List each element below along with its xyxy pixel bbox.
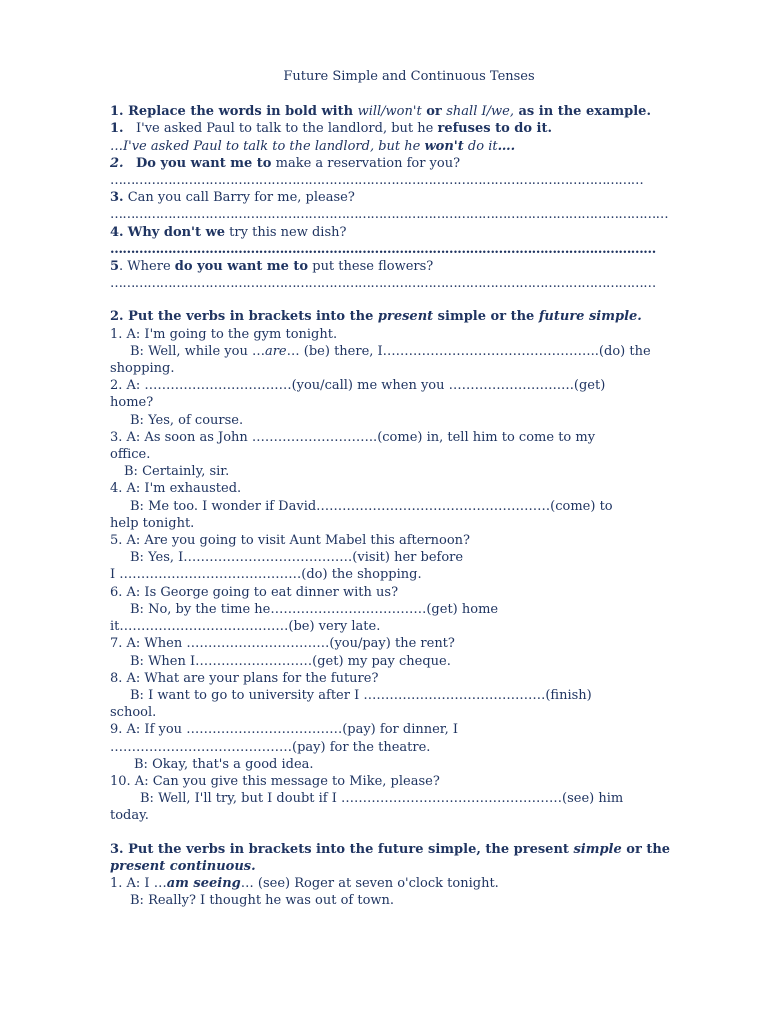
instr-part: 3. Put the verbs in brackets into the future simple, the present [110,841,574,857]
line-text: B: Well, while you … [130,343,265,359]
example-answer-word: are [264,343,287,359]
exercise-line: today. [110,808,149,824]
answer-text: do it [463,138,498,154]
exercise-line: B: Yes, of course. [130,412,244,428]
exercise-line: office. [110,447,151,463]
item-number: 1. [110,121,124,137]
item-text: put these flowers? [308,259,434,275]
answer-text: …. [497,138,516,154]
exercise-line[interactable]: 2. A: ………………………….…(you/call) me when you …………………….….(get) [110,378,606,394]
instr-part: or the [621,841,671,857]
item-number: 3. [110,190,124,206]
list-item [110,258,708,275]
example-sentence [110,120,708,137]
instr-part: 2. Put the verbs in brackets into the [110,309,378,325]
exercise-line: 8. A: What are your plans for the future? [110,670,379,686]
exercise-line: 1. A: I'm going to the gym tonight. [110,326,338,342]
list-item [110,155,708,172]
item-text: try this new dish? [225,224,347,240]
exercise-line: 10. A: Can you give this message to Mike, please? [110,773,440,789]
exercise-line: B: Okay, that's a good idea. [134,756,314,772]
exercise-line[interactable]: B: Well, I'll try, but I doubt if I ……………………………………………(see) him [140,791,624,807]
exercise-line: 6. A: Is George going to eat dinner with us? [110,584,399,600]
exercise-line[interactable]: 7. A: When ……………………………(you/pay) the rent? [110,636,455,652]
exercise-line: B: Really? I thought he was out of town. [130,893,395,909]
item-bold: do you want me to [174,259,309,275]
answer-blank[interactable]: ……………………………………………………………………………………………………………………… [110,207,669,223]
item-bold: Why don't we [127,224,226,240]
exercise-line[interactable]: B: Yes, I…………………………………(visit) her before [130,550,464,566]
answer-blank[interactable]: …………………………………………………………………………………………………………………… [110,276,656,292]
answer-blank[interactable]: …………………………………………………………………………………………………………………… [110,241,656,257]
exercise-line: 4. A: I'm exhausted. [110,481,242,497]
exercise-line: shopping. [110,361,175,377]
exercise-3-instruction [110,841,708,875]
exercise-3 [110,841,708,910]
example-answer-word: am seeing [166,875,241,891]
exercise-line [110,343,708,360]
answer-bold: won't [424,138,464,154]
item-text: Can you call Barry for me, please? [123,190,355,206]
line-text[interactable]: … (be) there, I…………………………………………..(do) the [286,343,651,359]
instr-part: or [421,104,447,120]
item-number: 4. [110,224,124,240]
exercise-line[interactable]: B: No, by the time he………………………………(get) home [130,601,499,617]
exercise-line[interactable]: 9. A: If you ………………………………(pay) for dinner, I [110,722,458,738]
item-text: . Where [119,259,175,275]
exercise-line: home? [110,395,154,411]
exercise-line: 5. A: Are you going to visit Aunt Mabel this afternoon? [110,533,471,549]
instr-part: future simple. [538,309,642,325]
exercise-line[interactable]: B: When I………………………(get) my pay cheque. [130,653,451,669]
instr-part: shall I/we, [446,104,514,120]
line-text: 1. A: I … [110,875,167,891]
exercise-line[interactable]: B: I want to go to university after I ……………………………………(finish) [130,687,592,703]
instr-part: simple or the [433,309,539,325]
list-item [110,224,708,241]
instr-part: will/won't [357,104,422,120]
exercise-line[interactable]: I ……………………………………(do) the shopping. [110,567,422,583]
example-answer [110,138,708,155]
instr-part: present [377,309,434,325]
instr-part: simple [573,841,622,857]
exercise-line: school. [110,705,157,721]
instr-part: as in the example. [513,104,651,120]
exercise-line[interactable]: B: Me too. I wonder if David………………………………………………(come) to [130,498,613,514]
line-text: … (see) Roger at seven o'clock tonight. [240,875,499,891]
exercise-line: help tonight. [110,515,195,531]
answer-blank[interactable]: ………………………………………………………………………………………………………………… [110,173,644,189]
exercise-1-instruction [110,103,708,120]
exercise-line [110,875,708,892]
instr-part: present continuous. [110,858,256,874]
instr-part: 1. Replace the words in bold with [110,104,358,120]
exercise-line: B: Certainly, sir. [124,464,230,480]
exercise-line[interactable]: 3. A: As soon as John ………………………..(come) in, tell him to come to my [110,429,596,445]
example-text: I've asked Paul to talk to the landlord, but he [135,121,438,137]
exercise-2 [110,308,708,824]
item-number: 5 [110,259,120,275]
list-item [110,189,708,206]
exercise-line[interactable]: ……………………………………(pay) for the theatre. [110,739,431,755]
exercise-2-instruction [110,308,708,325]
item-number: 2. [110,155,124,171]
exercise-line[interactable]: it…………………………………(be) very late. [110,619,381,635]
page-title: Future Simple and Continuous Tenses [283,69,535,84]
answer-text: …I've asked Paul to talk to the landlord, but he [110,138,425,154]
item-bold: Do you want me to [135,155,272,171]
item-text: make a reservation for you? [271,155,461,171]
example-bold: refuses to do it. [437,121,553,137]
exercise-1 [110,103,708,292]
